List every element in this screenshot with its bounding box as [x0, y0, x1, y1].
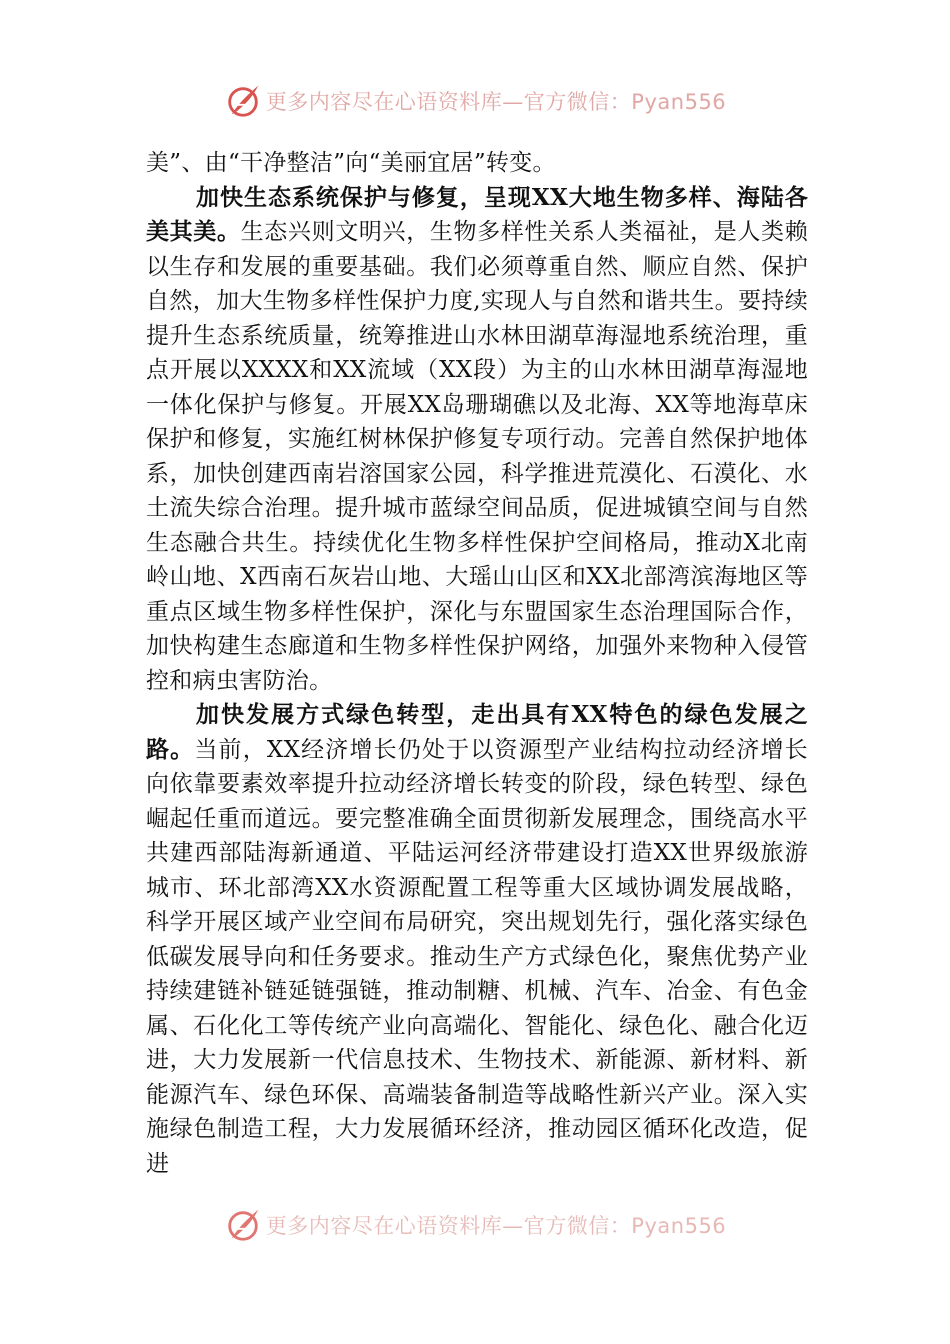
paragraph-continued [146, 146, 808, 181]
paragraph-heading: 加快发展方式绿色转型，走出具有XX特色的绿色发展之路。 [146, 701, 808, 763]
paragraph-ecosystem [146, 181, 808, 699]
watermark-text: 更多内容尽在心语资料库—官方微信：Pyan556 [265, 90, 727, 114]
quill-logo-icon [224, 1206, 262, 1244]
paragraph-heading: 加快生态系统保护与修复，呈现XX大地生物多样、海陆各美其美。 [146, 183, 808, 245]
paragraph-green-transition [146, 698, 808, 1181]
header-watermark [0, 82, 950, 120]
footer-watermark [0, 1206, 950, 1244]
watermark-text: 更多内容尽在心语资料库—官方微信：Pyan556 [265, 1214, 727, 1238]
paragraph-text: 美”、由“干净整洁”向“美丽宜居”转变。 [146, 150, 556, 176]
document-body [146, 146, 808, 1181]
quill-logo-icon [224, 82, 262, 120]
paragraph-text: 当前，XX经济增长仍处于以资源型产业结构拉动经济增长向依靠要素效率提升拉动经济增长转变的阶段，绿色转型、绿色崛起任重而道远。要完整准确全面贯彻新发展理念，围绕高水平共建西部陆海新通道、平陆运河经济带建设打造XX世界级旅游城市、环北部湾XX水资源配置工程等重大区域协调发展战略，科学开展区域产业空间布局研究，突出规划先行，强化落实绿色低碳发展导向和任务要求。推动生产方式绿色化，聚焦优势产业持续建链补链延链强链，推动制糖、机械、汽车、冶金、有色金属、石化化工等传统产业向高端化、智能化、绿色化、融合化迈进，大力发展新一代信息技术、生物技术、新能源、新材料、新能源汽车、绿色环保、高端装备制造等战略性新兴产业。深入实施绿色制造工程，大力发展循环经济，推动园区循环化改造，促进 [146, 736, 808, 1177]
paragraph-text: 生态兴则文明兴，生物多样性关系人类福祉，是人类赖以生存和发展的重要基础。我们必须尊重自然、顺应自然、保护自然，加大生物多样性保护力度,实现人与自然和谐共生。要持续提升生态系统质量，统筹推进山水林田湖草海湿地系统治理，重点开展以XXXX和XX流域（XX段）为主的山水林田湖草海湿地一体化保护与修复。开展XX岛珊瑚礁以及北海、XX等地海草床保护和修复，实施红树林保护修复专项行动。完善自然保护地体系，加快创建西南岩溶国家公园，科学推进荒漠化、石漠化、水土流失综合治理。提升城市蓝绿空间品质，促进城镇空间与自然生态融合共生。持续优化生物多样性保护空间格局，推动X北南岭山地、X西南石灰岩山地、大瑶山山区和XX北部湾滨海地区等重点区域生物多样性保护，深化与东盟国家生态治理国际合作，加快构建生态廊道和生物多样性保护网络，加强外来物种入侵管控和病虫害防治。 [146, 219, 808, 694]
